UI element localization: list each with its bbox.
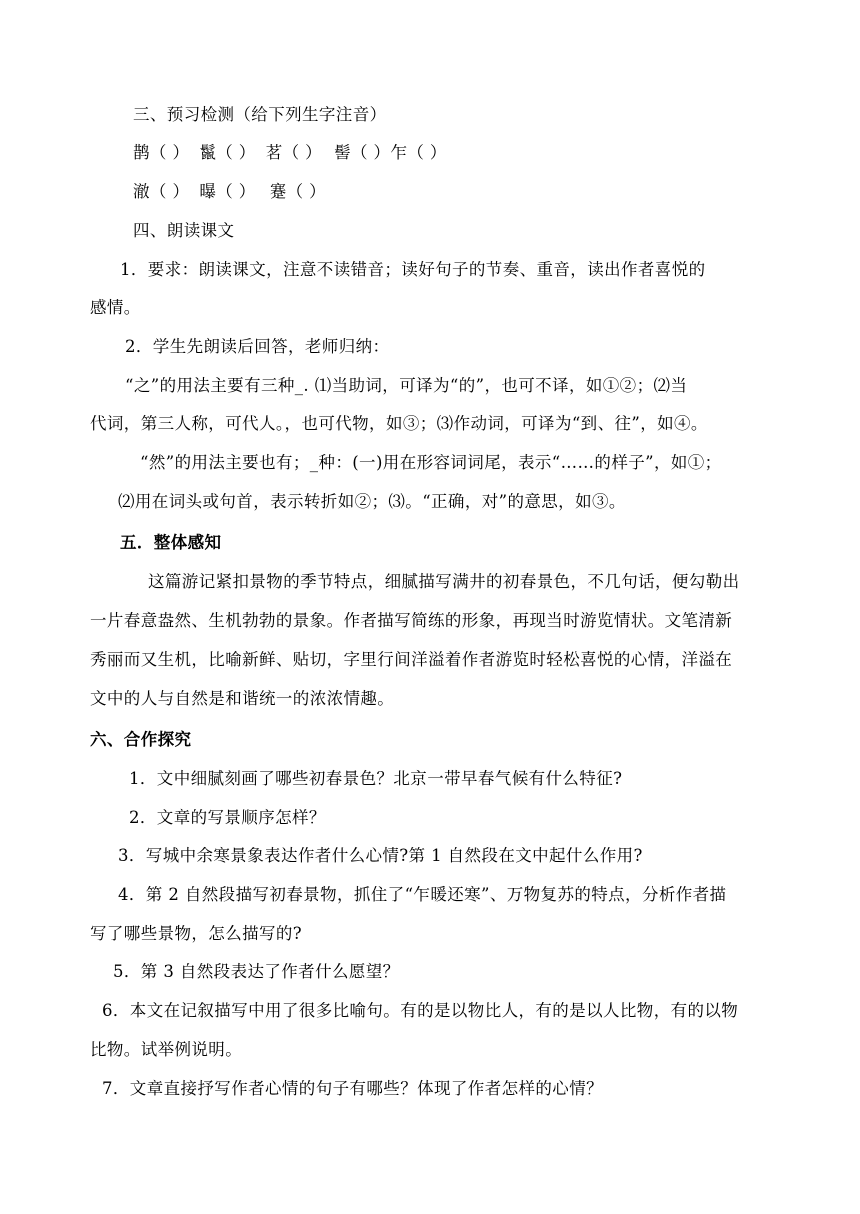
char-lie: 鬣 <box>199 143 217 162</box>
section5-heading: 五．整体感知 <box>120 533 222 552</box>
section4-heading: 四、朗读课文 <box>133 221 235 240</box>
paren-che: （ ） <box>149 182 190 201</box>
char-ji: 髻 <box>334 143 351 162</box>
question-6-line1: 6．本文在记叙描写中用了很多比喻句。有的是以物比人，有的是以人比物，有的以物 <box>102 1001 739 1020</box>
char-che: 澈 <box>133 182 150 201</box>
section5-para-line2: 一片春意盎然、生机勃勃的景象。作者描写简练的形象，再现当时游览情状。文笔清新 <box>90 611 733 630</box>
section5-para-line4: 文中的人与自然是和谐统一的浓浓情趣。 <box>90 689 395 708</box>
paren-que: （ ） <box>149 143 190 162</box>
paren-pu: （ ） <box>216 182 256 201</box>
question-4-line2: 写了哪些景物，怎么描写的? <box>90 924 303 943</box>
question-1: 1．文中细腻刻画了哪些初春景色？北京一带早春气候有什么特征? <box>129 769 623 788</box>
section4-item2: 2．学生先朗读后回答，老师归纳： <box>125 337 390 356</box>
question-2: 2．文章的写景顺序怎样？ <box>129 808 326 827</box>
paren-ming: （ ） <box>282 143 323 162</box>
paren-jian: （ ） <box>286 182 327 201</box>
char-jian: 蹇 <box>269 182 287 201</box>
section5-para-line1: 这篇游记紧扣景物的季节特点，细腻描写满井的初春景色，不几句话，便勾勒出 <box>148 572 740 591</box>
paren-lie: （ ） <box>216 143 256 162</box>
section4-item1-line2: 感情。 <box>90 298 141 317</box>
section5-para-line3: 秀丽而又生机，比喻新鲜、贴切，字里行间洋溢着作者游览时轻松喜悦的心情，洋溢在 <box>90 650 733 669</box>
paren-ji: （ ） <box>350 143 391 162</box>
question-6-line2: 比物。试举例说明。 <box>90 1040 243 1059</box>
question-7: 7．文章直接抒写作者心情的句子有哪些？体现了作者怎样的心情？ <box>102 1079 603 1098</box>
ran-usage-line2: ⑵用在词头或句首，表示转折如②；⑶。“正确，对”的意思，如③。 <box>118 492 626 511</box>
section3-heading: 三、预习检测（给下列生字注音） <box>133 105 387 124</box>
pinyin-row-2 <box>133 181 326 203</box>
char-zha: 乍 <box>390 143 408 162</box>
ran-usage-line1: “然”的用法主要也有；_种：(一)用在形容词词尾，表示“……的样子”，如①； <box>140 453 722 472</box>
section4-item1-line1: 1．要求：朗读课文，注意不读错音；读好句子的节奏、重音，读出作者喜悦的 <box>120 260 706 279</box>
question-4-line1: 4．第 2 自然段描写初春景物，抓住了“乍暖还寒”、万物复苏的特点，分析作者描 <box>118 885 727 904</box>
char-ming: 茗 <box>265 143 283 162</box>
question-5: 5．第 3 自然段表达了作者什么愿望？ <box>113 962 400 981</box>
zhi-usage-line1: “之”的用法主要有三种_. ⑴当助词，可译为“的”，也可不译，如①②；⑵当 <box>125 376 688 395</box>
section6-heading: 六、合作探究 <box>90 730 192 749</box>
char-pu: 曝 <box>199 182 217 201</box>
paren-zha: （ ） <box>407 143 447 162</box>
zhi-usage-line2: 代词，第三人称，可代人。，也可代物，如③；⑶作动词，可译为“到、往”，如④。 <box>90 414 708 433</box>
char-que: 鹊 <box>133 143 150 162</box>
question-3: 3．写城中余寒景象表达作者什么心情?第 1 自然段在文中起什么作用? <box>118 846 643 865</box>
pinyin-row-1 <box>133 142 447 164</box>
